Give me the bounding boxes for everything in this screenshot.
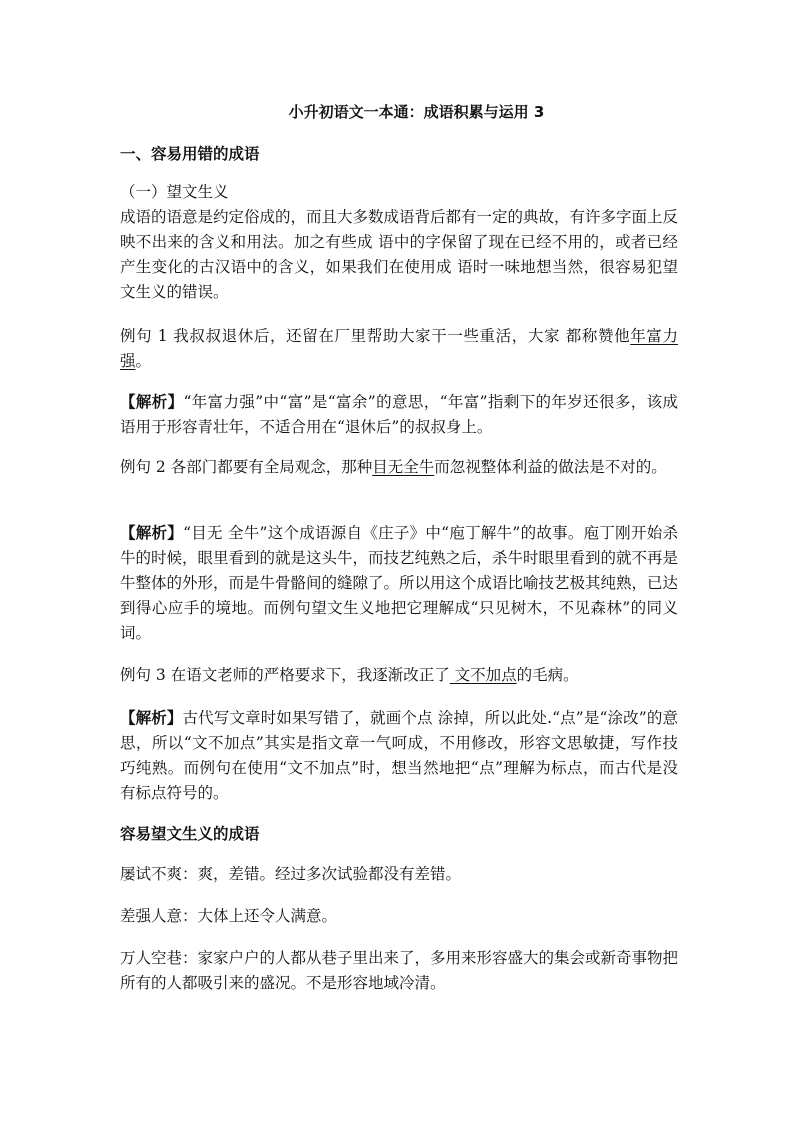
example-text-end: 。 bbox=[135, 352, 152, 370]
example-1 bbox=[120, 324, 678, 374]
list-item: 差强人意：大体上还令人满意。 bbox=[120, 907, 338, 925]
example-text: 例句 3 在语文老师的严格要求下，我逐渐改正了 bbox=[120, 666, 450, 684]
section-heading-2: 容易望文生义的成语 bbox=[120, 825, 260, 843]
example-2 bbox=[120, 455, 680, 480]
example-text-end: 的毛病。 bbox=[516, 666, 579, 684]
section-heading: 一、容易用错的成语 bbox=[120, 145, 260, 163]
list-item: 万人空巷：家家户户的人都从巷子里出来了，多用来形容盛大的集会或新奇事物把所有的人都吸引来的盛况。不是形容地域冷清。 bbox=[120, 949, 679, 992]
subsection-heading: （一）望文生义 bbox=[120, 183, 229, 201]
example-text-end: 而忽视整体利益的做法是不对的。 bbox=[434, 458, 667, 476]
page-title: 小升初语文一本通：成语积累与运用 3 bbox=[288, 103, 545, 121]
example-idiom: 年富力强 bbox=[120, 327, 678, 370]
analysis-tag: 【解析】 bbox=[120, 523, 184, 542]
analysis-text: “年富力强”中“富”是“富余”的意思，“年富”指剩下的年岁还很多，该成语用于形容青壮年，不适合用在“退休后”的叔叔身上。 bbox=[120, 393, 678, 436]
example-text: 例句 2 各部门都要有全局观念，那种 bbox=[120, 458, 373, 476]
list-item: 屡试不爽：爽，差错。经过多次试验都没有差错。 bbox=[120, 865, 462, 883]
analysis-tag: 【解析】 bbox=[120, 708, 183, 727]
example-idiom: 文不加点 bbox=[449, 666, 517, 684]
example-3 bbox=[120, 663, 678, 688]
example-text: 例句 1 我叔叔退休后，还留在厂里帮助大家干一些重活，大家 都称赞他 bbox=[120, 327, 631, 345]
analysis-3 bbox=[120, 705, 678, 806]
example-idiom: 目无全牛 bbox=[372, 458, 435, 476]
analysis-1 bbox=[120, 389, 678, 440]
analysis-text: “目无 全牛”这个成语源自《庄子》中“庖丁解牛”的故事。庖丁刚开始杀牛的时候，眼里看到的就是这头牛，而技艺纯熟之后，杀牛时眼里看到的就不再是牛整体的外形，而是牛骨骼间的缝隙了。所以用这个成语比喻技艺极其纯熟，已达到得心应手的境地。而例句望文生义地把它理解成“只见树木，不见森林”的同义词。 bbox=[120, 524, 679, 642]
analysis-text: 古代写文章时如果写错了，就画个点 涂掉，所以此处.“点”是“涂改”的意思，所以“文不加点”其实是指文章一气呵成，不用修改，形容文思敏捷，写作技巧纯熟。而例句在使用“文不加点”时，想当然地把“点”理解为标点，而古代是没有标点符号的。 bbox=[120, 709, 678, 802]
analysis-tag: 【解析】 bbox=[120, 392, 184, 411]
analysis-2 bbox=[120, 520, 678, 646]
intro-paragraph: 成语的语意是约定俗成的，而且大多数成语背后都有一定的典故，有许多字面上反映不出来的含义和用法。加之有些成 语中的字保留了现在已经不用的，或者已经产生变化的古汉语中的含义，如果我们在使用成 语时一味地想当然，很容易犯望文生义的错误。 bbox=[120, 208, 679, 301]
